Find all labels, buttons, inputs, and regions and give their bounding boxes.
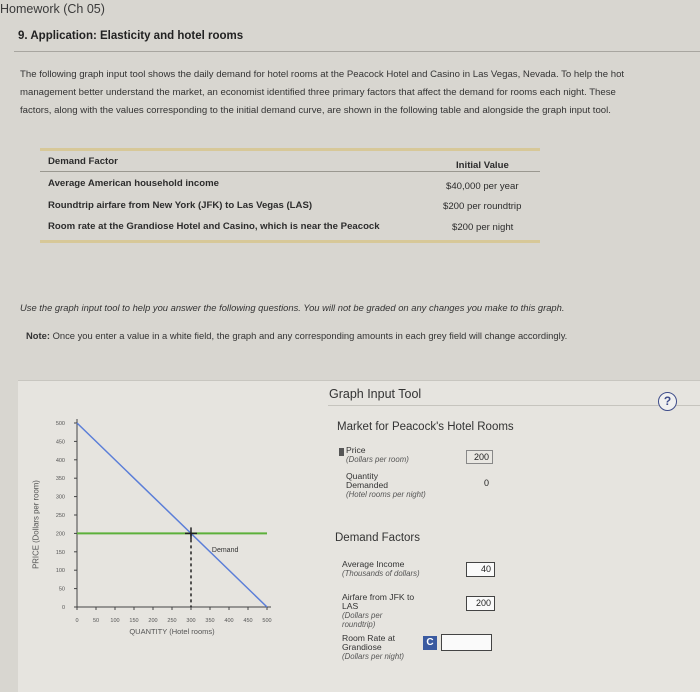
table-row-factor: Room rate at the Grandiose Hotel and Casino, which is near the Peacock: [48, 221, 380, 232]
x-tick-label: 200: [148, 618, 158, 624]
x-tick-label: 250: [167, 618, 177, 624]
price-label: Price: [346, 445, 366, 455]
y-tick-label: 150: [55, 549, 65, 556]
demand-curve: [77, 423, 267, 607]
demand-factor-table: [40, 148, 540, 244]
y-tick-label: 450: [55, 439, 65, 446]
table-row-value: $40,000 per year: [446, 181, 519, 192]
tool-divider: [328, 405, 700, 406]
x-tick-label: 350: [205, 618, 215, 624]
price-units: (Dollars per room): [346, 455, 409, 464]
quantity-label: Quantity: [346, 471, 379, 481]
market-title: Market for Peacock's Hotel Rooms: [337, 421, 514, 433]
airfare-input[interactable]: 200: [466, 596, 495, 611]
x-axis-title: QUANTITY (Hotel rooms): [129, 627, 215, 636]
calculator-icon[interactable]: C: [423, 636, 437, 650]
instruction-note: Use the graph input tool to help you answer the following questions. You will not be graded on any changes you make to this graph.: [20, 302, 565, 313]
quantity-label-2: Demanded: [346, 480, 389, 490]
grading-note: [26, 330, 567, 341]
demand-factors-title: Demand Factors: [335, 532, 421, 544]
airfare-label: Airfare from JFK to LAS: [342, 592, 415, 611]
x-tick-label: 300: [186, 618, 196, 624]
y-axis-title: PRICE (Dollars per room): [31, 480, 41, 569]
y-tick-label: 350: [55, 476, 65, 483]
table-header-rule: [40, 171, 540, 172]
y-tick-label: 0: [61, 605, 65, 611]
income-input[interactable]: 40: [466, 562, 495, 577]
income-units: (Thousands of dollars): [342, 569, 420, 578]
question-title: 9. Application: Elasticity and hotel rooms: [18, 30, 244, 42]
x-tick-label: 450: [243, 618, 253, 624]
price-marker-icon: [339, 448, 344, 456]
x-tick-label: 400: [224, 618, 234, 624]
note-label: Note:: [26, 330, 50, 341]
homework-title: Homework (Ch 05): [0, 2, 105, 16]
table-row-value: $200 per roundtrip: [443, 201, 522, 212]
table-header-value: Initial Value: [456, 160, 509, 171]
intro-line: management better understand the market, an economist identified three primary factors that affect the demand for rooms each night. These: [20, 87, 616, 98]
quantity-units: (Hotel rooms per night): [346, 490, 426, 499]
quantity-field: 0: [483, 478, 489, 488]
demand-curve-label: Demand: [211, 546, 239, 554]
y-tick-label: 100: [55, 568, 65, 575]
divider: [14, 51, 700, 52]
income-label: Average Income: [342, 559, 405, 569]
demand-chart: [0, 400, 300, 660]
x-tick-label: 0: [75, 618, 79, 624]
x-tick-label: 100: [110, 618, 120, 624]
intro-line: The following graph input tool shows the daily demand for hotel rooms at the Peacock Hotel and Casino in Las Vegas, Nevada. To help the hot: [20, 69, 625, 80]
y-tick-label: 400: [55, 457, 65, 464]
table-top-rule: [40, 148, 540, 151]
help-icon[interactable]: ?: [658, 392, 677, 411]
y-tick-label: 250: [55, 513, 65, 519]
x-tick-label: 500: [262, 618, 272, 624]
price-field: 200: [466, 450, 493, 464]
y-tick-label: 50: [58, 586, 65, 593]
y-tick-label: 200: [55, 531, 65, 538]
room-rate-input[interactable]: [441, 634, 492, 651]
table-row-value: $200 per night: [452, 222, 514, 233]
intro-text: [20, 66, 696, 120]
y-tick-label: 500: [55, 421, 65, 427]
y-tick-label: 300: [55, 494, 65, 501]
table-header-factor: Demand Factor: [48, 156, 118, 167]
room-rate-label: Room Rate at Grandiose: [342, 633, 396, 652]
note-text: Once you enter a value in a white field, the graph and any corresponding amounts in each grey field will change accordingly.: [49, 330, 568, 341]
table-row-factor: Roundtrip airfare from New York (JFK) to Las Vegas (LAS): [48, 200, 313, 211]
airfare-units: (Dollars per roundtrip): [342, 611, 383, 629]
intro-line: factors, along with the values corresponding to the initial demand curve, are shown in the following table and alongside the graph input tool.: [20, 105, 611, 116]
table-bottom-rule: [40, 240, 540, 243]
x-tick-label: 50: [92, 618, 100, 624]
tool-title: Graph Input Tool: [329, 387, 422, 401]
x-tick-label: 150: [129, 618, 139, 624]
room-rate-units: (Dollars per night): [342, 652, 404, 661]
table-row-factor: Average American household income: [48, 178, 219, 189]
